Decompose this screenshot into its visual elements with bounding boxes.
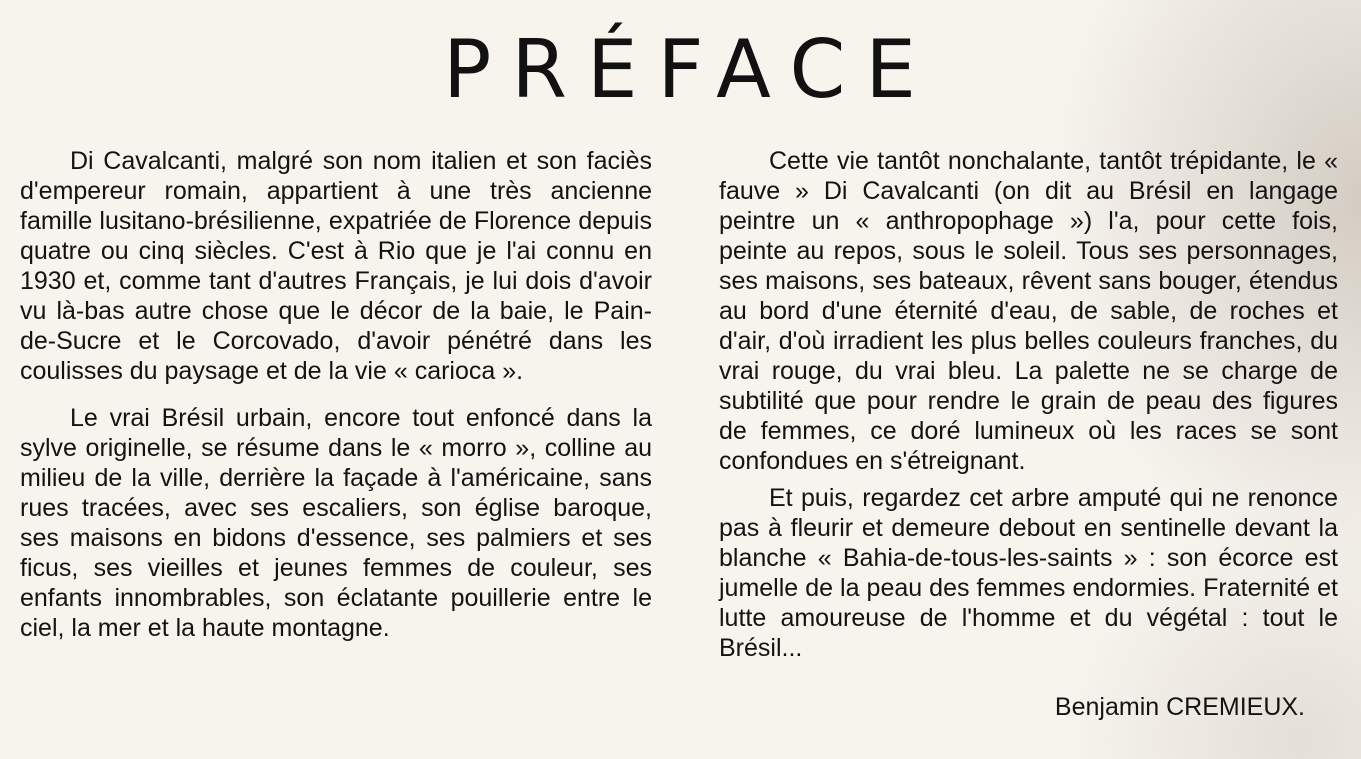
paragraph: Et puis, regardez cet arbre amputé qui ne renonce pas à fleurir et demeure debout en sentinelle devant la blanche « Bahia-de-tous-les-saints » : son écorce est jumelle de la peau des femmes endormies. Fraternité et lutte amoureuse de l'homme et du végétal : tout le Brésil... [719,484,1338,662]
author-signature: Benjamin CREMIEUX. [1054,693,1305,721]
left-column [20,146,652,643]
paragraph: Cette vie tantôt nonchalante, tantôt trépidante, le « fauve » Di Cavalcanti (on dit au Brésil en langage peintre un « anthropophage ») l'a, pour cette fois, peinte au repos, sous le soleil. Tous ses personnages, ses maisons, ses bateaux, rêvent sans bouger, étendus au bord d'une éternité d'eau, de sable, de roches et d'air, d'où irradient les plus belles couleurs franches, du vrai rouge, du vrai bleu. La palette ne se charge de subtilité que pour rendre le grain de peau des figures de femmes, ce doré lumineux où les races se sont confondues en s'étreignant. [719,147,1338,475]
page-title: PRÉFACE [443,23,936,116]
paragraph: Le vrai Brésil urbain, encore tout enfoncé dans la sylve originelle, se résume dans le « morro », colline au milieu de la ville, derrière la façade à l'américaine, sans rues tracées, avec ses escaliers, son église baroque, ses maisons en bidons d'essence, ses palmiers et ses ficus, ses vieilles et jeunes femmes de couleur, ses enfants innombrables, son éclatante pouillerie entre le ciel, la mer et la haute montagne. [20,404,652,642]
paragraph: Di Cavalcanti, malgré son nom italien et son faciès d'empereur romain, appartient à une très ancienne famille lusitano-brésilienne, expatriée de Florence depuis quatre ou cinq siècles. C'est à Rio que je l'ai connu en 1930 et, comme tant d'autres Français, je lui dois d'avoir vu là-bas autre chose que le décor de la baie, le Pain-de-Sucre et le Corcovado, d'avoir pénétré dans les coulisses du paysage et de la vie « carioca ». [20,147,652,385]
right-column [719,146,1338,663]
